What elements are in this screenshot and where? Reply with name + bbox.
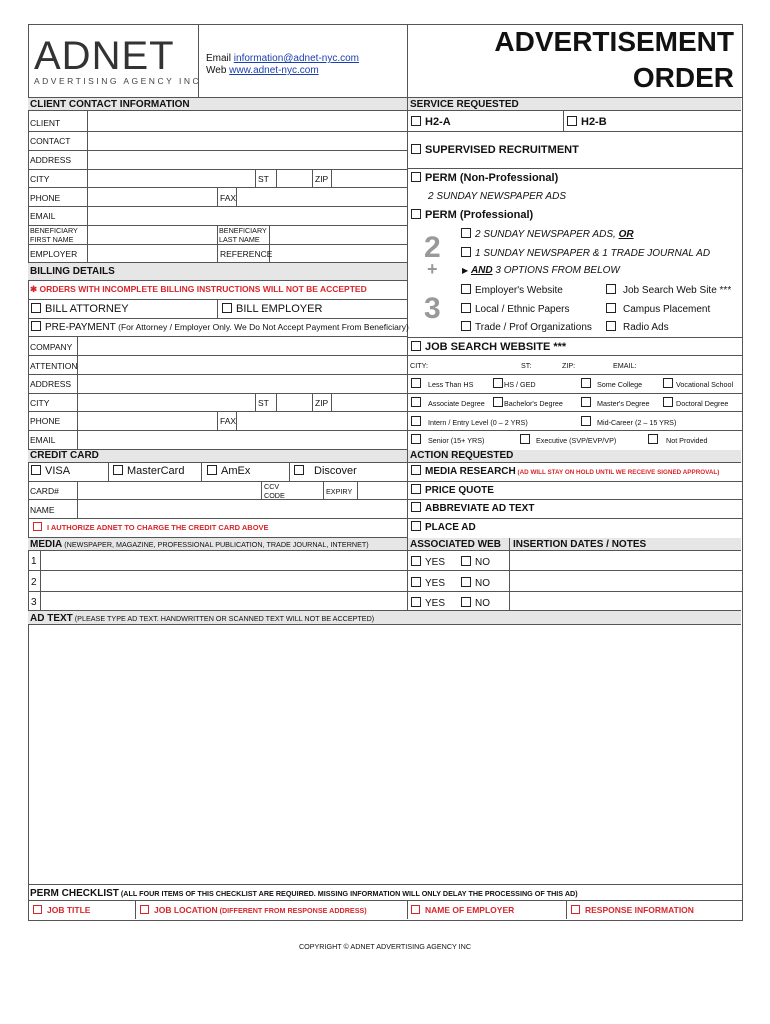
- job-location-note: (DIFFERENT FROM RESPONSE ADDRESS): [217, 906, 367, 915]
- logo-subtitle: ADVERTISING AGENCY INC: [34, 76, 202, 86]
- client-contact-heading: CLIENT CONTACT INFORMATION: [30, 99, 190, 110]
- media-note: (NEWSPAPER, MAGAZINE, PROFESSIONAL PUBLICATION, TRADE JOURNAL, INTERNET): [62, 540, 369, 549]
- authorize-option[interactable]: [33, 522, 269, 532]
- bachelor-label: Bachelor's Degree: [504, 399, 563, 408]
- some-college-option[interactable]: [581, 378, 642, 389]
- assoc-yes-2[interactable]: [411, 577, 445, 589]
- senior-checkbox[interactable]: [411, 434, 421, 444]
- perm-np-note: 2 SUNDAY NEWSPAPER ADS: [428, 191, 566, 202]
- assoc-yes-2-label: YES: [425, 578, 446, 589]
- media-row-1: 1: [31, 556, 37, 567]
- assoc-yes-1-checkbox[interactable]: [411, 556, 421, 566]
- card-number-field[interactable]: [78, 482, 260, 498]
- employer-name-label: NAME OF EMPLOYER: [425, 905, 515, 915]
- master-checkbox[interactable]: [581, 397, 591, 407]
- midcareer-option[interactable]: [581, 416, 676, 427]
- jsw-email-label: EMAIL:: [613, 361, 637, 370]
- email-link[interactable]: information@adnet-nyc.com: [233, 53, 360, 64]
- perm-checklist-title: PERM CHECKLIST: [30, 888, 119, 899]
- assoc-yes-2-checkbox[interactable]: [411, 577, 421, 587]
- prepayment-label: PRE-PAYMENT: [45, 322, 116, 333]
- radio-ads-checkbox[interactable]: [606, 321, 616, 331]
- supervised-checkbox[interactable]: [411, 144, 421, 154]
- assoc-no-3[interactable]: [461, 597, 490, 609]
- ad-text-heading: [30, 613, 374, 624]
- assoc-no-1-checkbox[interactable]: [461, 556, 471, 566]
- billing-fax-label: FAX: [220, 416, 237, 426]
- employers-website-checkbox[interactable]: [461, 284, 471, 294]
- media-row-2: 2: [31, 577, 37, 588]
- billing-zip-label: ZIP: [315, 398, 329, 408]
- price-quote-label: PRICE QUOTE: [425, 485, 494, 496]
- media-heading: [30, 539, 369, 550]
- perm-opt2-checkbox[interactable]: [461, 247, 471, 257]
- campus-label: Campus Placement: [623, 304, 711, 315]
- media-research-label: MEDIA RESEARCH: [425, 466, 516, 477]
- service-heading: SERVICE REQUESTED: [410, 99, 519, 110]
- billing-address-label: ADDRESS: [30, 379, 72, 389]
- perm-opt2[interactable]: [461, 247, 710, 259]
- billing-phone-label: PHONE: [30, 416, 61, 426]
- h2a-checkbox[interactable]: [411, 116, 421, 126]
- web-link[interactable]: www.adnet-nyc.com: [229, 65, 319, 76]
- perm-np-option[interactable]: [411, 172, 558, 184]
- amex-option[interactable]: [207, 465, 250, 477]
- executive-option[interactable]: [520, 434, 616, 445]
- bill-attorney-checkbox[interactable]: [31, 303, 41, 313]
- h2a-option[interactable]: [411, 116, 451, 128]
- assoc-yes-3[interactable]: [411, 597, 445, 609]
- bachelor-option[interactable]: [493, 397, 563, 408]
- executive-checkbox[interactable]: [520, 434, 530, 444]
- attention-label: ATTENTION: [30, 361, 78, 371]
- job-search-site-option[interactable]: [606, 284, 731, 296]
- abbreviate-option[interactable]: [411, 502, 534, 514]
- supervised-option[interactable]: [411, 144, 579, 156]
- job-search-site-label: Job Search Web Site ***: [623, 285, 732, 296]
- billing-email-label: EMAIL: [30, 435, 56, 445]
- trade-prof-label: Trade / Prof Organizations: [475, 322, 592, 333]
- job-location-option[interactable]: [140, 905, 367, 915]
- billing-st-label: ST: [258, 398, 269, 408]
- hs-ged-checkbox[interactable]: [493, 378, 503, 388]
- contact-field[interactable]: [88, 132, 406, 149]
- hs-ged-option[interactable]: [493, 378, 536, 389]
- perm-opt3-and: AND: [470, 265, 493, 276]
- intern-option[interactable]: [411, 416, 528, 427]
- assoc-no-1[interactable]: [461, 556, 490, 568]
- doctoral-option[interactable]: [663, 397, 728, 408]
- media-research-option[interactable]: [411, 465, 719, 477]
- employer-name-option[interactable]: [411, 905, 514, 915]
- job-location-checkbox[interactable]: [140, 905, 149, 914]
- bill-employer-label: BILL EMPLOYER: [236, 303, 323, 315]
- some-college-label: Some College: [597, 380, 643, 389]
- ad-text-area[interactable]: [29, 625, 741, 884]
- associated-web-heading: ASSOCIATED WEB: [410, 539, 501, 550]
- bachelor-checkbox[interactable]: [493, 397, 503, 407]
- perm-checklist-note: (ALL FOUR ITEMS OF THIS CHECKLIST ARE REQUIRED. MISSING INFORMATION WILL ONLY DELAY THE PROCESSING OF THIS AD): [118, 889, 578, 898]
- bill-attorney-option[interactable]: [31, 303, 129, 315]
- price-quote-checkbox[interactable]: [411, 484, 421, 494]
- ad-text-title: AD TEXT: [30, 613, 73, 624]
- card-number-label: CARD#: [30, 486, 59, 496]
- fax-label: FAX: [220, 193, 237, 203]
- job-title-checkbox[interactable]: [33, 905, 42, 914]
- doctoral-checkbox[interactable]: [663, 397, 673, 407]
- media-row-3: 3: [31, 597, 37, 608]
- price-quote-option[interactable]: [411, 484, 494, 496]
- doctoral-label: Doctoral Degree: [676, 399, 729, 408]
- adnet-logo: [34, 36, 201, 86]
- job-search-website-option[interactable]: [411, 341, 566, 353]
- local-ethnic-checkbox[interactable]: [461, 303, 471, 313]
- less-hs-option[interactable]: [411, 378, 473, 389]
- amex-label: AmEx: [221, 465, 251, 477]
- perm-np-label: PERM (Non-Professional): [425, 172, 559, 184]
- ben-last-label: BENEFICIARY LAST NAME: [219, 226, 267, 244]
- not-provided-label: Not Provided: [666, 436, 708, 445]
- response-info-label: RESPONSE INFORMATION: [585, 905, 694, 915]
- associate-checkbox[interactable]: [411, 397, 421, 407]
- bill-attorney-label: BILL ATTORNEY: [45, 303, 129, 315]
- perm-opt3: [462, 265, 620, 276]
- company-label: COMPANY: [30, 342, 73, 352]
- radio-ads-label: Radio Ads: [623, 322, 669, 333]
- executive-label: Executive (SVP/EVP/VP): [536, 436, 617, 445]
- h2a-label: H2-A: [425, 116, 451, 128]
- local-ethnic-label: Local / Ethnic Papers: [475, 304, 570, 315]
- associate-option[interactable]: [411, 397, 485, 408]
- assoc-yes-1[interactable]: [411, 556, 445, 568]
- some-college-checkbox[interactable]: [581, 378, 591, 388]
- email-label: Email: [206, 53, 234, 64]
- not-provided-option[interactable]: [648, 434, 708, 445]
- perm-opt1-checkbox[interactable]: [461, 228, 471, 238]
- bill-employer-checkbox[interactable]: [222, 303, 232, 313]
- campus-option[interactable]: [606, 303, 710, 315]
- not-provided-checkbox[interactable]: [648, 434, 658, 444]
- city-label: CITY: [30, 174, 50, 184]
- abbreviate-checkbox[interactable]: [411, 502, 421, 512]
- perm-opt1-label: 2 SUNDAY NEWSPAPER ADS,: [475, 229, 619, 240]
- job-location-label: JOB LOCATION: [154, 905, 218, 915]
- perm-opt2-label: 1 SUNDAY NEWSPAPER & 1 TRADE JOURNAL AD: [475, 248, 711, 259]
- assoc-no-3-checkbox[interactable]: [461, 597, 471, 607]
- prepayment-checkbox[interactable]: [31, 321, 41, 331]
- billing-city-label: CITY: [30, 398, 50, 408]
- amex-checkbox[interactable]: [207, 465, 217, 475]
- local-ethnic-option[interactable]: [461, 303, 570, 315]
- h2b-label: H2-B: [581, 116, 607, 128]
- discover-option[interactable]: [294, 465, 357, 477]
- mastercard-option[interactable]: [113, 465, 184, 477]
- company-field[interactable]: [78, 337, 406, 354]
- place-ad-checkbox[interactable]: [411, 521, 421, 531]
- perm-p-option[interactable]: [411, 209, 533, 221]
- ad-text-note: (PLEASE TYPE AD TEXT. HANDWRITTEN OR SCANNED TEXT WILL NOT BE ACCEPTED): [72, 614, 375, 623]
- client-label: CLIENT: [30, 118, 61, 128]
- bill-employer-option[interactable]: [222, 303, 322, 315]
- copyright: COPYRIGHT © ADNET ADVERTISING AGENCY INC: [298, 942, 472, 951]
- jsw-city-label: CITY:: [410, 361, 428, 370]
- action-heading: ACTION REQUESTED: [410, 450, 514, 461]
- discover-label: Discover: [314, 465, 357, 477]
- place-ad-option[interactable]: [411, 521, 476, 533]
- billing-warning-text: ORDERS WITH INCOMPLETE BILLING INSTRUCTIONS WILL NOT BE ACCEPTED: [39, 284, 367, 294]
- less-hs-checkbox[interactable]: [411, 378, 421, 388]
- job-search-website-label: JOB SEARCH WEBSITE ***: [425, 341, 567, 353]
- vocational-checkbox[interactable]: [663, 378, 673, 388]
- job-search-website-checkbox[interactable]: [411, 341, 421, 351]
- visa-label: VISA: [45, 465, 71, 477]
- employer-label: EMPLOYER: [30, 249, 78, 259]
- intern-checkbox[interactable]: [411, 416, 421, 426]
- phone-label: PHONE: [30, 193, 61, 203]
- visa-option[interactable]: [31, 465, 70, 477]
- prepayment-note: (For Attorney / Employer Only. We Do Not Accept Payment From Beneficiary): [115, 322, 409, 332]
- perm-opt1[interactable]: [461, 228, 634, 240]
- authorize-checkbox[interactable]: [33, 522, 42, 531]
- senior-label: Senior (15+ YRS): [428, 436, 485, 445]
- jsw-zip-label: ZIP:: [562, 361, 576, 370]
- assoc-yes-3-label: YES: [425, 598, 446, 609]
- big-number-2: 2: [424, 231, 441, 264]
- email-label-client: EMAIL: [30, 211, 56, 221]
- insertion-heading: INSERTION DATES / NOTES: [513, 539, 647, 550]
- title-order: ORDER: [632, 62, 734, 93]
- employers-website-option[interactable]: [461, 284, 563, 296]
- campus-checkbox[interactable]: [606, 303, 616, 313]
- radio-ads-option[interactable]: [606, 321, 669, 333]
- discover-checkbox[interactable]: [294, 465, 304, 475]
- trade-prof-option[interactable]: [461, 321, 592, 333]
- big-number-3: 3: [424, 292, 441, 325]
- ccv-label: CCV CODE: [264, 482, 285, 500]
- ben-first-label: BENEFICIARY FIRST NAME: [30, 226, 78, 244]
- job-search-site-checkbox[interactable]: [606, 284, 616, 294]
- billing-warning: ✱ ORDERS WITH INCOMPLETE BILLING INSTRUCTIONS WILL NOT BE ACCEPTED: [30, 284, 367, 294]
- place-ad-label: PLACE AD: [425, 522, 476, 533]
- vocational-option[interactable]: [663, 378, 733, 389]
- assoc-no-3-label: NO: [475, 598, 490, 609]
- vocational-label: Vocational School: [676, 380, 734, 389]
- job-title-label: JOB TITLE: [47, 905, 91, 915]
- reference-label: REFERENCE: [220, 249, 273, 259]
- h2b-checkbox[interactable]: [567, 116, 577, 126]
- job-title-option[interactable]: [33, 905, 90, 915]
- big-plus: +: [427, 259, 438, 279]
- address-field[interactable]: [88, 151, 406, 168]
- arrow-right-icon: ▶: [462, 266, 469, 275]
- media-research-checkbox[interactable]: [411, 465, 421, 475]
- perm-p-checkbox[interactable]: [411, 209, 421, 219]
- jsw-st-label: ST:: [521, 361, 532, 370]
- mastercard-label: MasterCard: [127, 465, 185, 477]
- cardholder-name-label: NAME: [30, 505, 55, 515]
- assoc-no-2[interactable]: [461, 577, 490, 589]
- logo-text: ADNET: [34, 34, 175, 78]
- master-label: Master's Degree: [597, 399, 650, 408]
- assoc-no-2-checkbox[interactable]: [461, 577, 471, 587]
- perm-p-label: PERM (Professional): [425, 209, 534, 221]
- authorize-label: I AUTHORIZE ADNET TO CHARGE THE CREDIT CARD ABOVE: [47, 523, 269, 532]
- perm-opt3-label: 3 OPTIONS FROM BELOW: [492, 265, 620, 276]
- client-field[interactable]: [88, 112, 406, 130]
- midcareer-checkbox[interactable]: [581, 416, 591, 426]
- senior-option[interactable]: [411, 434, 484, 445]
- assoc-no-2-label: NO: [475, 578, 490, 589]
- response-info-checkbox[interactable]: [571, 905, 580, 914]
- assoc-yes-1-label: YES: [425, 557, 446, 568]
- supervised-label: SUPERVISED RECRUITMENT: [425, 144, 579, 156]
- perm-opt1-or: OR: [618, 229, 634, 240]
- abbreviate-label: ABBREVIATE AD TEXT: [425, 503, 535, 514]
- less-hs-label: Less Than HS: [428, 380, 474, 389]
- visa-checkbox[interactable]: [31, 465, 41, 475]
- zip-label: ZIP: [315, 174, 329, 184]
- credit-card-heading: CREDIT CARD: [30, 450, 99, 461]
- expiry-label: EXPIRY: [326, 487, 353, 496]
- mastercard-checkbox[interactable]: [113, 465, 123, 475]
- h2b-option[interactable]: [567, 116, 607, 128]
- billing-heading: BILLING DETAILS: [30, 266, 115, 277]
- media-title: MEDIA: [30, 539, 63, 550]
- midcareer-label: Mid-Career (2 – 15 YRS): [597, 418, 677, 427]
- perm-checklist-heading: [30, 888, 578, 899]
- employers-website-label: Employer's Website: [475, 285, 563, 296]
- response-info-option[interactable]: [571, 905, 694, 915]
- assoc-yes-3-checkbox[interactable]: [411, 597, 421, 607]
- master-option[interactable]: [581, 397, 650, 408]
- media-research-note: (AD WILL STAY ON HOLD UNTIL WE RECEIVE SIGNED APPROVAL): [515, 469, 720, 476]
- title-advertisement: ADVERTISEMENT: [494, 26, 734, 57]
- hs-ged-label: HS / GED: [504, 380, 536, 389]
- perm-np-checkbox[interactable]: [411, 172, 421, 182]
- trade-prof-checkbox[interactable]: [461, 321, 471, 331]
- assoc-no-1-label: NO: [475, 557, 490, 568]
- intern-label: Intern / Entry Level (0 – 2 YRS): [428, 418, 528, 427]
- associate-label: Associate Degree: [428, 399, 485, 408]
- web-label: Web: [206, 65, 230, 76]
- st-label: ST: [258, 174, 269, 184]
- employer-name-checkbox[interactable]: [411, 905, 420, 914]
- contact-label: CONTACT: [30, 136, 71, 146]
- address-label: ADDRESS: [30, 155, 72, 165]
- prepayment-option[interactable]: [31, 321, 409, 333]
